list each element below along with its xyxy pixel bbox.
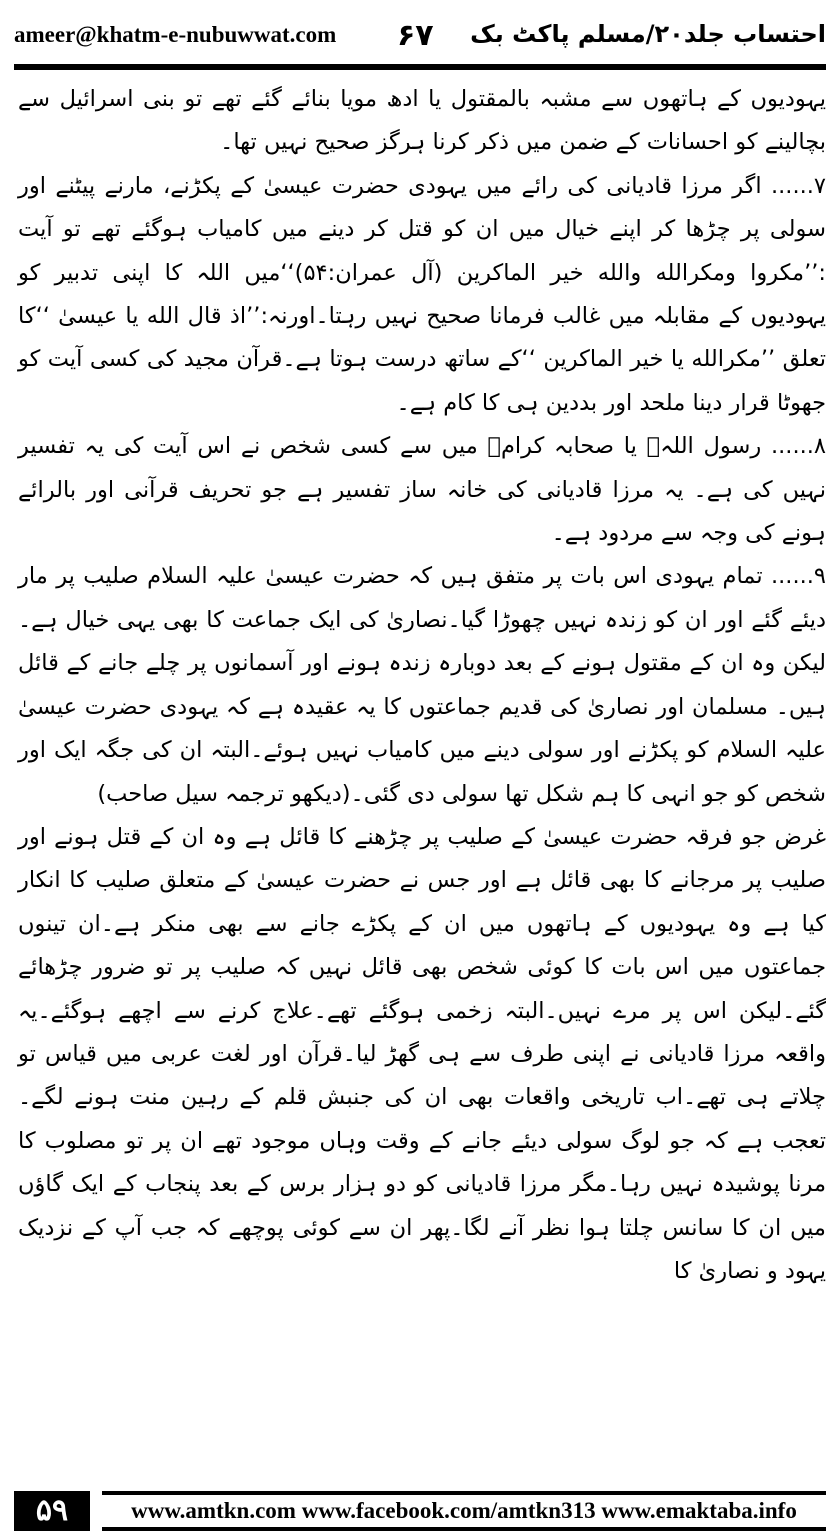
page-header [14,18,826,58]
page-body [18,78,826,1468]
paragraph-2: ۷...... اگر مرزا قادیانی کی رائے میں یہودی حضرت عیسیٰ کے پکڑنے، مارنے پیٹنے اور سولی پر چڑھا کر اپنے خیال میں ان کو قتل کر دینے میں کامیاب ہوگئے تھے تو آیت :’’مکروا ومکرالله والله خیر الماکرین (آل عمران:۵۴)‘‘میں اللہ کا اپنی تدبیر کو یہودیوں کے مقابلہ میں غالب فرمانا صحیح نہیں رہتا۔اورنہ:’’اذ قال الله یا عیسیٰ ‘‘کا تعلق ’’مکرالله یا خیر الماکرین ‘‘کے ساتھ درست ہوتا ہے۔قرآن مجید کی کسی آیت کو جھوٹا قرار دینا ملحد اور بددین ہی کا کام ہے۔ [18,172,826,416]
footer-links: www.amtkn.com www.facebook.com/amtkn313 www.emaktaba.info [131,1498,797,1523]
paragraph-3: ۸...... رسول اللہﷺ یا صحابہ کرامؓ میں سے کسی شخص نے اس آیت کی یہ تفسیر نہیں کی ہے۔ یہ مرزا قادیانی کی خانہ ساز تفسیر ہے جو تحریف قرآنی اور بالرائے ہونے کی وجہ سے مردود ہے۔ [18,433,826,547]
footer-links-band [102,1491,826,1531]
footer-rule-top [102,1491,826,1495]
footer-rule-bottom [102,1527,826,1531]
paragraph-1: یہودیوں کے ہاتھوں سے مشبہ بالمقتول یا ادھ مویا بنائے گئے تھے تو بنی اسرائیل سے بچالینے کو احسانات کے ضمن میں ذکر کرنا ہرگز صحیح نہیں تھا۔ [18,86,826,156]
page-footer [14,1491,826,1531]
paragraph-5: غرض جو فرقہ حضرت عیسیٰ کے صلیب پر چڑھنے کا قائل ہے وہ ان کے قتل ہونے اور صلیب پر مرجانے کا بھی قائل ہے اور جس نے حضرت عیسیٰ کے متعلق صلیب کا انکار کیا ہے وہ یہودیوں کے ہاتھوں میں ان کے پکڑے جانے سے بھی منکر ہے۔ان تینوں جماعتوں میں اس بات کا کوئی شخص بھی قائل نہیں کہ صلیب پر تو ضرور چڑھائے گئے۔لیکن اس پر مرے نہیں۔البتہ زخمی ہوگئے تھے۔علاج کرنے سے اچھے ہوگئے۔یہ واقعہ مرزا قادیانی نے اپنی طرف سے ہی گھڑ لیا۔قرآن اور لغت عربی میں قیاس تو چلاتے ہی تھے۔اب تاریخی واقعات بھی ان کی جنبش قلم کے رہین منت ہونے لگے۔تعجب ہے کہ جو لوگ سولی دیئے جانے کے وقت وہاں موجود تھے ان پر تو مصلوب کا مرنا پوشیدہ نہیں رہا۔مگر مرزا قادیانی کو دو ہزار برس کے بعد پنجاب کے ایک گاؤں میں ان کا سانس چلتا ہوا نظر آنے لگا۔پھر ان سے کوئی پوچھے کہ جب آپ کے نزدیک یہود و نصاریٰ کا [18,823,826,1284]
footer-page-number: ۵۹ [14,1491,90,1531]
header-divider [14,64,826,70]
header-book-title: احتساب جلد۲۰/مسلم پاکٹ بک [470,20,826,48]
paragraph-4: ۹...... تمام یہودی اس بات پر متفق ہیں کہ حضرت عیسیٰ علیہ السلام صلیب پر مار دیئے گئے اور ان کو زندہ نہیں چھوڑا گیا۔نصاریٰ کی ایک جماعت کا بھی یہی خیال ہے۔لیکن وہ ان کے مقتول ہونے کے بعد دوبارہ زندہ ہونے اور آسمانوں پر چلے جانے کے قائل ہیں۔ مسلمان اور نصاریٰ کی قدیم جماعتوں کا یہ عقیدہ ہے کہ یہودی حضرت عیسیٰ علیہ السلام کو پکڑنے اور سولی دینے میں کامیاب نہیں ہوئے۔البتہ ان کی جگہ ایک اور شخص کو جو انہی کا ہم شکل تھا سولی دی گئی۔(دیکھو ترجمہ سیل صاحب) [18,563,826,807]
header-email: ameer@khatm-e-nubuwwat.com [14,22,337,47]
header-page-number: ۶۷ [397,18,434,53]
